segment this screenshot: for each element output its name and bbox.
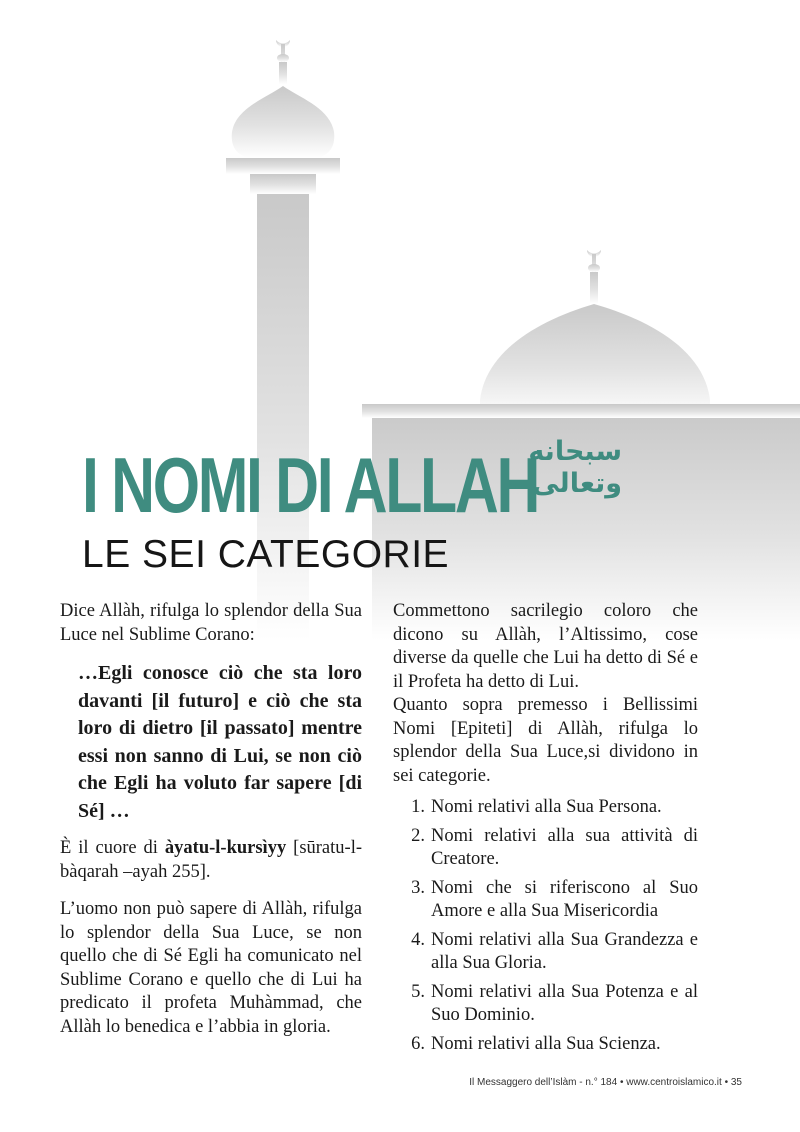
- page-title: I NOMI DI ALLAH: [82, 441, 539, 529]
- list-item-text: Nomi relativi alla Sua Grandezza e alla Sua Gloria.: [431, 929, 698, 973]
- list-item: [393, 981, 698, 1028]
- page-subtitle: LE SEI CATEGORIE: [82, 533, 450, 576]
- list-item-text: Nomi relativi alla Sua Scienza.: [431, 1033, 661, 1054]
- categories-list: [393, 796, 698, 1056]
- body-paragraph-1: Commettono sacrilegio coloro che dicono su Allàh, l’Altissimo, cose diverse da quelle che Lui ha detto di Sé e il Profeta ha detto di Lui.: [393, 601, 698, 692]
- list-item-number: 6.: [411, 1033, 425, 1054]
- list-item: [393, 796, 698, 820]
- arabic-calligraphy-glyph: سبحانه وتعالى: [528, 436, 622, 499]
- list-item: [393, 1033, 698, 1057]
- left-column: [60, 600, 362, 1039]
- quote-source: [60, 837, 362, 884]
- list-item-text: Nomi relativi alla sua attività di Creatore.: [431, 825, 698, 869]
- quran-quote: …Egli conosce ciò che sta loro davanti [il futuro] e ciò che sta loro di dietro [il passato] mentre essi non sanno di Lui, se non ciò che Egli ha voluto far sapere [di Sé] …: [78, 662, 362, 822]
- source-reference: [sūratu-l-bàqarah –ayah 255].: [60, 838, 362, 882]
- list-item-text: Nomi che si riferiscono al Suo Amore e alla Sua Misericordia: [431, 877, 698, 921]
- list-item-text: Nomi relativi alla Sua Persona.: [431, 797, 662, 817]
- list-item: [393, 877, 698, 924]
- source-prefix: È il cuore di: [60, 838, 165, 858]
- list-item-text: Nomi relativi alla Sua Potenza e al Suo Dominio.: [431, 981, 698, 1025]
- list-item-number: 5.: [411, 981, 425, 1002]
- intro-paragraph: Dice Allàh, rifulga lo splendor della Sua Luce nel Sublime Corano:: [60, 601, 362, 645]
- page-footer: Il Messaggero dell’Islàm - n.° 184 • www.centroislamico.it • 35: [469, 1077, 742, 1088]
- list-item: [393, 929, 698, 976]
- list-item: [393, 825, 698, 872]
- body-paragraph: L’uomo non può sapere di Allàh, rifulga lo splendor della Sua Luce, se non quello che di Sé Egli ha comunicato nel Sublime Corano e quello che di Lui ha predicato il profeta Muhàmmad, che Allàh lo benedica e l’abbia in gloria.: [60, 899, 362, 1037]
- list-item-number: 1.: [411, 797, 425, 817]
- source-ayah-name: àyatu-l-kursìyy: [164, 838, 287, 858]
- list-item-number: 4.: [411, 929, 425, 950]
- list-item-number: 2.: [411, 825, 425, 846]
- list-item-number: 3.: [411, 877, 425, 898]
- right-column: [393, 600, 698, 1061]
- body-paragraph-2: Quanto sopra premesso i Bellissimi Nomi [Epiteti] di Allàh, rifulga lo splendor della Sua Luce,si dividono in sei categorie.: [393, 695, 698, 786]
